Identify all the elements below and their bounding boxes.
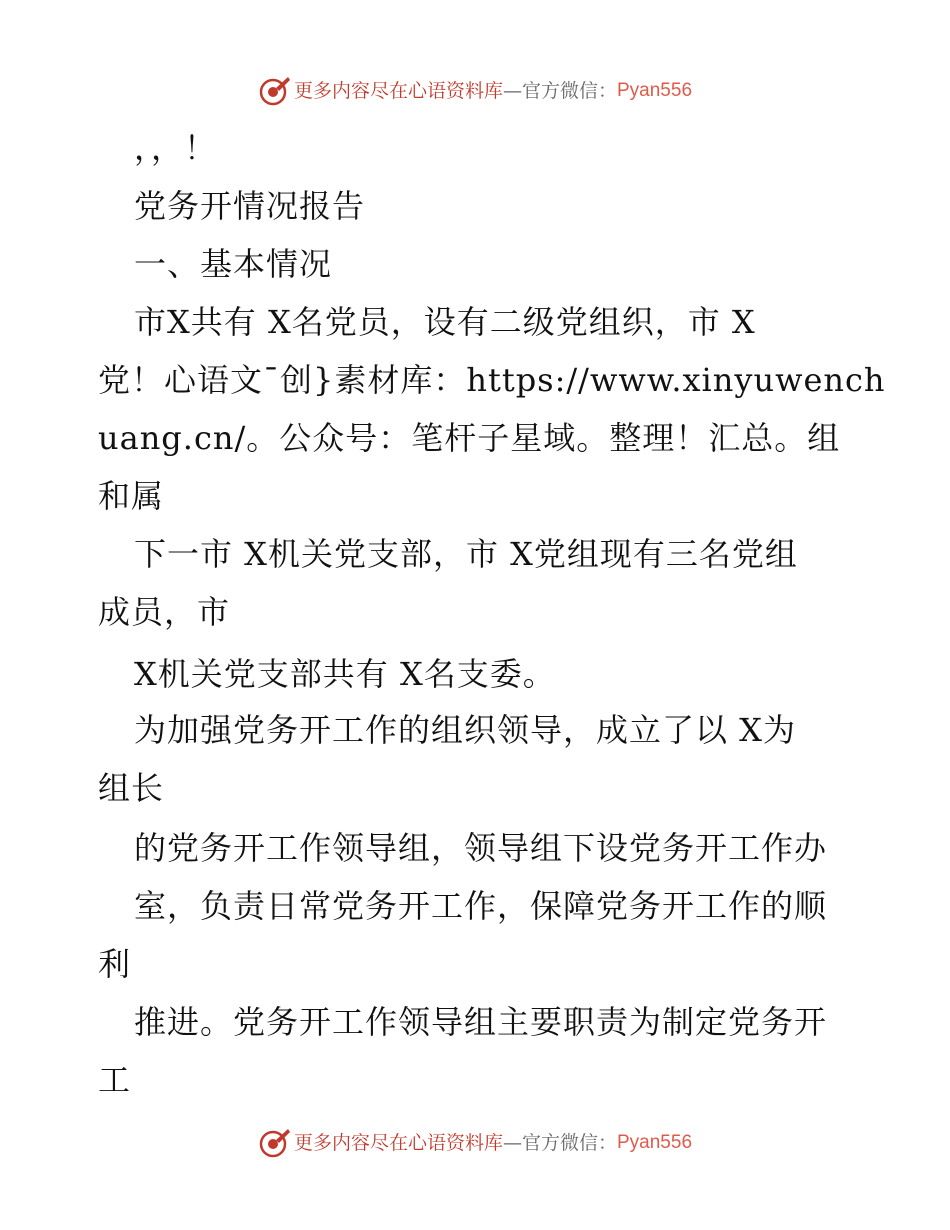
banner-text-dash: —官方微信： bbox=[502, 80, 617, 102]
pen-nib-icon bbox=[258, 1126, 292, 1160]
text-line: 为加强党务开工作的组织领导，成立了以 X为 bbox=[134, 711, 796, 749]
header-banner bbox=[0, 74, 950, 108]
banner-text-main: 更多内容尽在心语资料库 bbox=[293, 1132, 503, 1154]
footer-banner bbox=[0, 1126, 950, 1160]
text-line: 工 bbox=[98, 1061, 132, 1099]
text-line: 的党务开工作领导组，领导组下设党务开工作办 bbox=[134, 829, 828, 867]
banner-wechat-id: Pyan556 bbox=[617, 80, 693, 101]
text-line: X机关党支部共有 X名支委。 bbox=[134, 655, 556, 693]
text-line: 成员，市 bbox=[98, 593, 231, 631]
text-line: uang.cn/。公众号：笔杆子星域。整理！汇总。组 bbox=[98, 419, 841, 457]
text-line: 党！心语文¯创}素材库：https://www.xinyuwench bbox=[98, 361, 886, 399]
text-line: 组长 bbox=[98, 769, 165, 807]
text-line: 利 bbox=[98, 945, 132, 983]
text-line: 和属 bbox=[98, 477, 165, 515]
document-title: 党务开情况报告 bbox=[134, 187, 366, 225]
text-line: 市X共有 X名党员，设有二级党组织，市 X bbox=[134, 303, 756, 341]
text-line: ，，！ bbox=[134, 129, 218, 167]
text-line: 下一市 X机关党支部，市 X党组现有三名党组 bbox=[134, 535, 798, 573]
text-line: 推进。党务开工作领导组主要职责为制定党务开 bbox=[134, 1003, 828, 1041]
pen-nib-icon bbox=[258, 74, 292, 108]
text-line: 室，负责日常党务开工作，保障党务开工作的顺 bbox=[134, 887, 828, 925]
section-heading: 一、基本情况 bbox=[134, 245, 333, 283]
banner-wechat-id: Pyan556 bbox=[617, 1132, 693, 1153]
banner-text-main: 更多内容尽在心语资料库 bbox=[293, 80, 503, 102]
banner-text-dash: —官方微信： bbox=[502, 1132, 617, 1154]
